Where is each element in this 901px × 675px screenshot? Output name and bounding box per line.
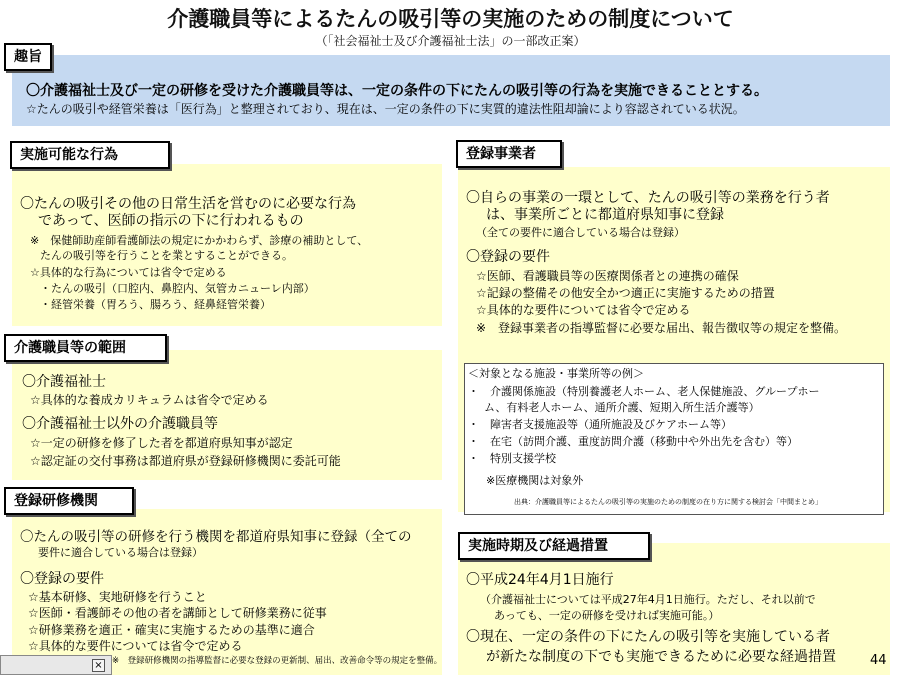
purpose-line-1: 〇介護福祉士及び一定の研修を受けた介護職員等は、一定の条件の下にたんの吸引等の行為を実施できることとする。 [26, 83, 768, 99]
purpose-line-2: ☆たんの吸引や経管栄養は「医行為」と整理されており、現在は、一定の条件の下に実質的違法性阻却論により容認されている状況。 [26, 102, 745, 116]
examples-line-7: ※医療機関は対象外 [486, 474, 584, 487]
registered-line-7: ☆具体的な要件については省令で定める [476, 303, 691, 317]
registered-line-1: 〇自らの事業の一環として、たんの吸引等の業務を行う者 [466, 190, 830, 206]
page-title: 介護職員等によるたんの吸引等の実施のための制度について [167, 7, 734, 31]
examples-line-4: ・ 障害者支援施設等（通所施設及びケアホーム等） [468, 418, 732, 431]
registered-line-5: ☆医師、看護職員等の医療関係者との連携の確保 [476, 269, 739, 283]
actions-line-5: ☆具体的な行為については省令で定める [30, 266, 227, 279]
registered-label: 登録事業者 [456, 140, 562, 168]
timing-line-5: が新たな制度の下でも実施できるために必要な経過措置 [486, 649, 836, 665]
actions-line-1: 〇たんの吸引その他の日常生活を営むのに必要な行為 [20, 196, 356, 212]
page-number: 44 [870, 653, 887, 668]
timing-line-4: 〇現在、一定の条件の下にたんの吸引等を実施している者 [466, 629, 830, 645]
actions-line-6: ・たんの吸引（口腔内、鼻腔内、気管カニューレ内部） [40, 282, 315, 295]
examples-line-2: ・ 介護関係施設（特別養護老人ホーム、老人保健施設、グループホー [468, 385, 820, 398]
examples-source: 出典：介護職員等によるたんの吸引等の実施のための制度の在り方に関する検討会「中間まとめ」 [514, 498, 822, 506]
staff-line-4: ☆一定の研修を修了した者を都道府県知事が認定 [30, 436, 293, 450]
actions-label: 実施可能な行為 [10, 141, 170, 169]
staff-line-3: 〇介護福祉士以外の介護職員等 [22, 416, 218, 432]
actions-line-7: ・経管栄養（胃ろう、腸ろう、経鼻経管栄養） [40, 298, 271, 311]
staff-line-1: 〇介護福祉士 [22, 374, 106, 390]
training-line-1: 〇たんの吸引等の研修を行う機関を都道府県知事に登録（全ての [20, 529, 412, 545]
examples-line-5: ・ 在宅（訪問介護、重度訪問介護（移動中や外出先を含む）等） [468, 435, 798, 448]
staff-line-5: ☆認定証の交付事務は都道府県が登録研修機関に委託可能 [30, 454, 341, 468]
actions-line-3: ※ 保健師助産師看護師法の規定にかかわらず、診療の補助として、 [30, 234, 369, 247]
registered-line-6: ☆記録の整備その他安全かつ適正に実施するための措置 [476, 286, 775, 300]
purpose-label: 趣旨 [4, 43, 52, 71]
staff-line-2: ☆具体的な養成カリキュラムは省令で定める [30, 393, 269, 407]
training-line-6: ☆研修業務を適正・確実に実施するための基準に適合 [28, 623, 315, 637]
training-label: 登録研修機関 [4, 487, 134, 515]
training-line-7: ☆具体的な要件については省令で定める [28, 639, 243, 653]
registered-line-8: ※ 登録事業者の指導監督に必要な届出、報告徴収等の規定を整備。 [476, 321, 847, 335]
training-line-3: 〇登録の要件 [20, 571, 104, 587]
training-line-8: ※ 登録研修機関の指導監督に必要な登録の更新制、届出、改善命令等の規定を整備。 [112, 656, 443, 666]
actions-line-4: たんの吸引等を行うことを業とすることができる。 [40, 249, 293, 262]
registered-line-4: 〇登録の要件 [466, 249, 550, 265]
page-subtitle: （「社会福祉士及び介護福祉士法」の一部改正案） [315, 34, 586, 48]
training-line-2: 要件に適合している場合は登録） [38, 546, 203, 559]
close-icon[interactable]: × [92, 659, 105, 672]
examples-line-3: ム、有料老人ホーム、通所介護、短期入所生活介護等） [484, 401, 760, 414]
staff-label: 介護職員等の範囲 [4, 334, 167, 362]
timing-line-3: あっても、一定の研修を受ければ実施可能。） [494, 609, 720, 622]
timing-line-1: 〇平成24年4月1日施行 [466, 572, 614, 588]
training-line-4: ☆基本研修、実地研修を行うこと [28, 590, 207, 604]
registered-line-2: は、事業所ごとに都道府県知事に登録 [486, 207, 724, 223]
examples-line-1: ＜対象となる施設・事業所等の例＞ [468, 367, 644, 380]
timing-line-2: （介護福祉士については平成27年4月1日施行。ただし、それ以前で [480, 593, 816, 606]
timing-label: 実施時期及び経過措置 [458, 532, 650, 560]
actions-line-2: であって、医師の指示の下に行われるもの [38, 213, 304, 229]
registered-line-3: （全ての要件に適合している場合は登録） [476, 226, 685, 239]
training-line-5: ☆医師・看護師その他の者を講師として研修業務に従事 [28, 606, 327, 620]
examples-line-6: ・ 特別支援学校 [468, 452, 556, 465]
